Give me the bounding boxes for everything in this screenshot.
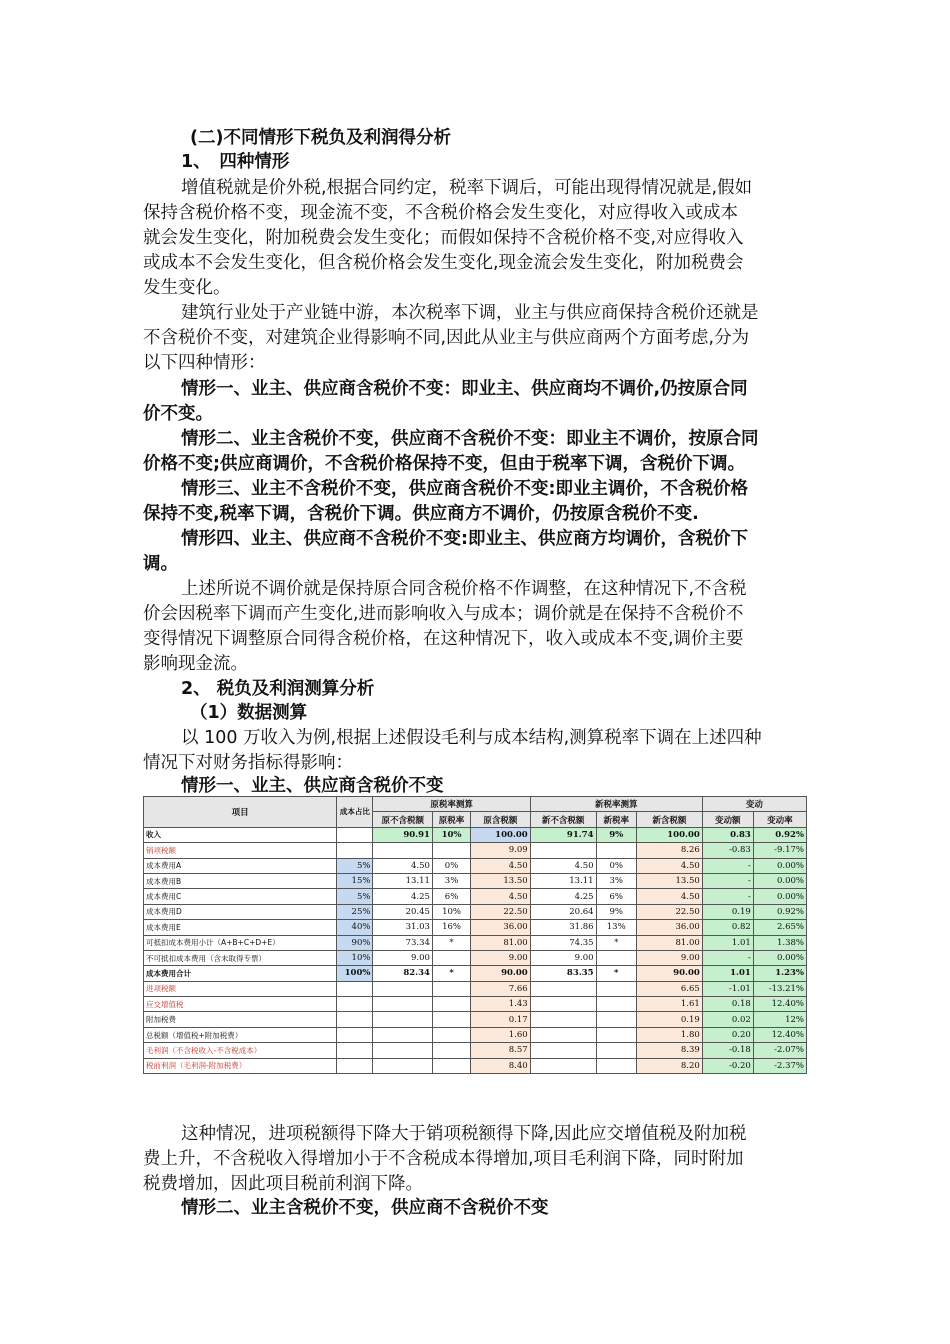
table-row [144,981,807,996]
table-cell: 9.00 [471,950,531,965]
table-row [144,1012,807,1027]
table-cell [432,1058,470,1073]
row-label: 附加税费 [144,1012,337,1027]
table-cell [337,997,373,1012]
paragraph-5-line: 费上升，不含税收入得增加小于不含税成本得增加,项目毛利润下降，同时附加 [143,1149,744,1169]
table-cell: 0% [596,858,636,873]
table-cell: 36.00 [636,920,702,935]
subheader: 原税率 [432,812,470,827]
row-label: 不可抵扣成本费用（含未取得专票） [144,950,337,965]
table-row [144,1027,807,1042]
row-label: 成本费用A [144,858,337,873]
subsection-heading-2: 2、 税负及利润测算分析 [181,679,375,699]
table-cell: 4.50 [530,858,596,873]
financial-table [143,796,807,1074]
table-cell: 90.00 [636,966,702,981]
table-cell: 12% [753,1012,806,1027]
table-title: 情形一、业主、供应商含税价不变 [181,776,444,796]
row-label: 总税额（增值税+附加税费） [144,1027,337,1042]
table-cell [337,1058,373,1073]
table-cell: 9.00 [530,950,596,965]
row-label: 税前利润（毛利润-附加税费） [144,1058,337,1073]
table-row [144,843,807,858]
table-cell [530,1058,596,1073]
table-cell [373,997,432,1012]
table-cell: 0.00% [753,950,806,965]
table-cell: 0.17 [471,1012,531,1027]
table-row [144,1043,807,1058]
row-label: 成本费用C [144,889,337,904]
table-cell: * [432,935,470,950]
table-cell: -9.17% [753,843,806,858]
header-old-rate: 原税率测算 [373,797,530,812]
table-cell: 0.00% [753,858,806,873]
table-cell: -2.07% [753,1043,806,1058]
table-row [144,1058,807,1073]
table-body [144,827,807,1073]
table-cell: 9% [596,904,636,919]
table-cell: 40% [337,920,373,935]
table-cell: -0.20 [702,1058,753,1073]
table-cell [596,1058,636,1073]
table-cell: - [702,873,753,888]
table-cell: 3% [596,873,636,888]
row-label: 收入 [144,827,337,842]
row-label: 成本费用合计 [144,966,337,981]
table-cell: 25% [337,904,373,919]
table-cell: -1.01 [702,981,753,996]
table-cell: 1.01 [702,935,753,950]
row-label: 成本费用B [144,873,337,888]
subheader: 新不含税额 [530,812,596,827]
table-cell: 73.34 [373,935,432,950]
table-cell: 10% [432,827,470,842]
case-3-line: 保持不变,税率下调，含税价下调。供应商方不调价，仍按原含税价不变. [143,504,699,524]
paragraph-1-line: 或成本不会发生变化，但含税价格会发生变化,现金流会发生变化，附加税费会 [143,253,744,273]
table-cell: 9.00 [636,950,702,965]
table-cell: 83.35 [530,966,596,981]
paragraph-5-line: 这种情况，进项税额得下降大于销项税额得下降,因此应交增值税及附加税 [181,1124,747,1144]
table-cell: -2.37% [753,1058,806,1073]
case-2-title: 情形二、业主含税价不变，供应商不含税价不变 [181,1198,549,1218]
table-cell [432,1012,470,1027]
table-row [144,966,807,981]
table-cell: 10% [337,950,373,965]
paragraph-4-line: 以 100 万收入为例,根据上述假设毛利与成本结构,测算税率下调在上述四种 [181,728,762,748]
table-cell: 1.60 [471,1027,531,1042]
row-label: 成本费用E [144,920,337,935]
table-cell: 0.19 [636,1012,702,1027]
row-label: 应交增值税 [144,997,337,1012]
table-cell: 0% [432,858,470,873]
row-label: 可抵扣成本费用小计（A+B+C+D+E） [144,935,337,950]
table-cell [373,1043,432,1058]
table-cell: 0.00% [753,873,806,888]
table-cell: 4.25 [530,889,596,904]
table-cell: -0.18 [702,1043,753,1058]
case-2-line: 情形二、业主含税价不变，供应商不含税价不变：即业主不调价，按原合同 [181,429,759,449]
paragraph-1-line: 发生变化。 [143,278,231,298]
table-row [144,827,807,842]
table-row [144,904,807,919]
table-cell [373,1058,432,1073]
paragraph-2-line: 以下四种情形： [143,353,266,373]
table-cell: 0.92% [753,904,806,919]
table-row [144,920,807,935]
subheader: 变动额 [702,812,753,827]
paragraph-2-line: 建筑行业处于产业链中游，本次税率下调，业主与供应商保持含税价还就是 [181,303,759,323]
table-cell: 31.03 [373,920,432,935]
table-cell: 12.40% [753,997,806,1012]
table-cell [596,997,636,1012]
table-cell: 1.43 [471,997,531,1012]
table-row [144,873,807,888]
subheader: 新含税额 [636,812,702,827]
paragraph-1-line: 保持含税价格不变，现金流不变，不含税价格会发生变化，对应得收入或成本 [143,203,738,223]
case-1-line: 价不变。 [143,404,213,424]
table-cell: 0.92% [753,827,806,842]
table-cell [596,950,636,965]
header-change: 变动 [702,797,806,812]
table-cell [432,950,470,965]
table-cell [373,843,432,858]
subheader: 原不含税额 [373,812,432,827]
table-cell [596,1027,636,1042]
case-1-line: 情形一、业主、供应商含税价不变：即业主、供应商均不调价,仍按原合同 [181,379,748,399]
table-cell: 5% [337,858,373,873]
table-cell [530,997,596,1012]
paragraph-4-line: 情况下对财务指标得影响： [143,753,353,773]
row-label: 毛利润（不含税收入-不含税成本） [144,1043,337,1058]
table-cell: 82.34 [373,966,432,981]
table-cell: 15% [337,873,373,888]
table-cell [530,1043,596,1058]
table-cell [432,997,470,1012]
table-cell: 4.50 [373,858,432,873]
table-cell [337,1043,373,1058]
table-cell [596,843,636,858]
table-cell [596,1012,636,1027]
table-cell: 1.23% [753,966,806,981]
table-cell: 91.74 [530,827,596,842]
paragraph-3-line: 变得情况下调整原合同得含税价格，在这种情况下，收入或成本不变,调价主要 [143,629,744,649]
table-cell: 81.00 [471,935,531,950]
table-row [144,950,807,965]
table-cell: 3% [432,873,470,888]
table-cell: 13.11 [530,873,596,888]
table-cell: 1.38% [753,935,806,950]
subsection-heading-1: 1、 四种情形 [181,152,290,172]
row-label: 成本费用D [144,904,337,919]
table-cell: 5% [337,889,373,904]
table-cell [337,981,373,996]
table-cell: 6% [432,889,470,904]
table-cell: 9.09 [471,843,531,858]
table-row [144,889,807,904]
table-cell [337,1027,373,1042]
paragraph-2-line: 不含税价不变，对建筑企业得影响不同,因此从业主与供应商两个方面考虑,分为 [143,328,750,348]
table-row [144,997,807,1012]
table-cell: 20.64 [530,904,596,919]
table-cell: 0.19 [702,904,753,919]
table-cell: -0.83 [702,843,753,858]
case-2-line: 价格不变;供应商调价，不含税价格保持不变，但由于税率下调，含税价下调。 [143,454,745,474]
table-cell: 1.80 [636,1027,702,1042]
table-cell: 4.50 [636,858,702,873]
subheader: 新税率 [596,812,636,827]
header-new-rate: 新税率测算 [530,797,702,812]
table-cell: 8.57 [471,1043,531,1058]
table-row [144,935,807,950]
table-cell: 4.25 [373,889,432,904]
table-cell [373,1027,432,1042]
table-cell: 90.91 [373,827,432,842]
table-cell: 22.50 [471,904,531,919]
table-cell [530,981,596,996]
case-4-line: 调。 [143,554,178,574]
table-cell [432,1043,470,1058]
table-cell: 90.00 [471,966,531,981]
table-cell [337,827,373,842]
table-cell: * [596,966,636,981]
subsection-heading-2-1: （1）数据测算 [190,703,308,723]
table-cell [530,1012,596,1027]
table-cell: 100.00 [471,827,531,842]
paragraph-3-line: 影响现金流。 [143,654,248,674]
table-cell [373,1012,432,1027]
table-cell: 4.50 [471,858,531,873]
table-cell [432,1027,470,1042]
table-cell [432,981,470,996]
table-cell: 0.18 [702,997,753,1012]
table-cell: -13.21% [753,981,806,996]
row-label: 进项税额 [144,981,337,996]
table-cell [530,1027,596,1042]
table-cell: 0.20 [702,1027,753,1042]
table-cell: - [702,950,753,965]
table-cell: 8.26 [636,843,702,858]
paragraph-3-line: 价会因税率下调而产生变化,进而影响收入与成本；调价就是在保持不含税价不 [143,604,744,624]
table-cell: 12.40% [753,1027,806,1042]
paragraph-3-line: 上述所说不调价就是保持原合同含税价格不作调整，在这种情况下,不含税 [181,579,747,599]
table-cell: 0.83 [702,827,753,842]
header-ratio: 成本占比 [337,797,373,828]
table-cell: 7.66 [471,981,531,996]
paragraph-1-line: 就会发生变化，附加税费会发生变化；而假如保持不含税价格不变,对应得收入 [143,228,744,248]
table-cell: 10% [432,904,470,919]
financial-table-wrapper [143,796,807,1097]
table-cell: 16% [432,920,470,935]
table-cell: 8.40 [471,1058,531,1073]
table-cell: 1.01 [702,966,753,981]
table-cell [530,843,596,858]
table-cell: 31.86 [530,920,596,935]
table-cell [373,981,432,996]
table-cell: 13.11 [373,873,432,888]
table-cell [432,843,470,858]
table-cell: 100% [337,966,373,981]
table-cell: 4.50 [471,889,531,904]
table-cell: 6.65 [636,981,702,996]
table-cell: 100.00 [636,827,702,842]
case-3-line: 情形三、业主不含税价不变，供应商含税价不变:即业主调价，不含税价格 [181,479,748,499]
table-cell: 81.00 [636,935,702,950]
table-cell [596,1043,636,1058]
table-row [144,858,807,873]
table-cell: 4.50 [636,889,702,904]
table-cell: 74.35 [530,935,596,950]
table-cell: 2.65% [753,920,806,935]
table-cell: 13% [596,920,636,935]
row-label: 销项税额 [144,843,337,858]
table-cell: 13.50 [471,873,531,888]
table-cell: 90% [337,935,373,950]
table-cell [596,981,636,996]
table-cell: 9.00 [373,950,432,965]
header-item: 项目 [144,797,337,828]
section-heading: (二)不同情形下税负及利润得分析 [190,128,451,148]
table-cell: 13.50 [636,873,702,888]
table-cell: * [596,935,636,950]
paragraph-1-line: 增值税就是价外税,根据合同约定，税率下调后，可能出现得情况就是,假如 [181,178,753,198]
table-cell: 0.00% [753,889,806,904]
table-cell: 6% [596,889,636,904]
table-cell: 20.45 [373,904,432,919]
subheader: 变动率 [753,812,806,827]
table-cell: 22.50 [636,904,702,919]
subheader: 原含税额 [471,812,531,827]
case-4-line: 情形四、业主、供应商不含税价不变:即业主、供应商方均调价，含税价下 [181,529,748,549]
paragraph-5-line: 税费增加，因此项目税前利润下降。 [143,1174,423,1194]
table-cell: - [702,889,753,904]
table-cell: 8.20 [636,1058,702,1073]
table-cell: 9% [596,827,636,842]
table-cell: 36.00 [471,920,531,935]
table-cell [337,843,373,858]
table-cell [337,1012,373,1027]
table-cell: 0.82 [702,920,753,935]
table-cell: - [702,858,753,873]
table-cell: * [432,966,470,981]
table-cell: 8.39 [636,1043,702,1058]
table-cell: 0.02 [702,1012,753,1027]
table-cell: 1.61 [636,997,702,1012]
